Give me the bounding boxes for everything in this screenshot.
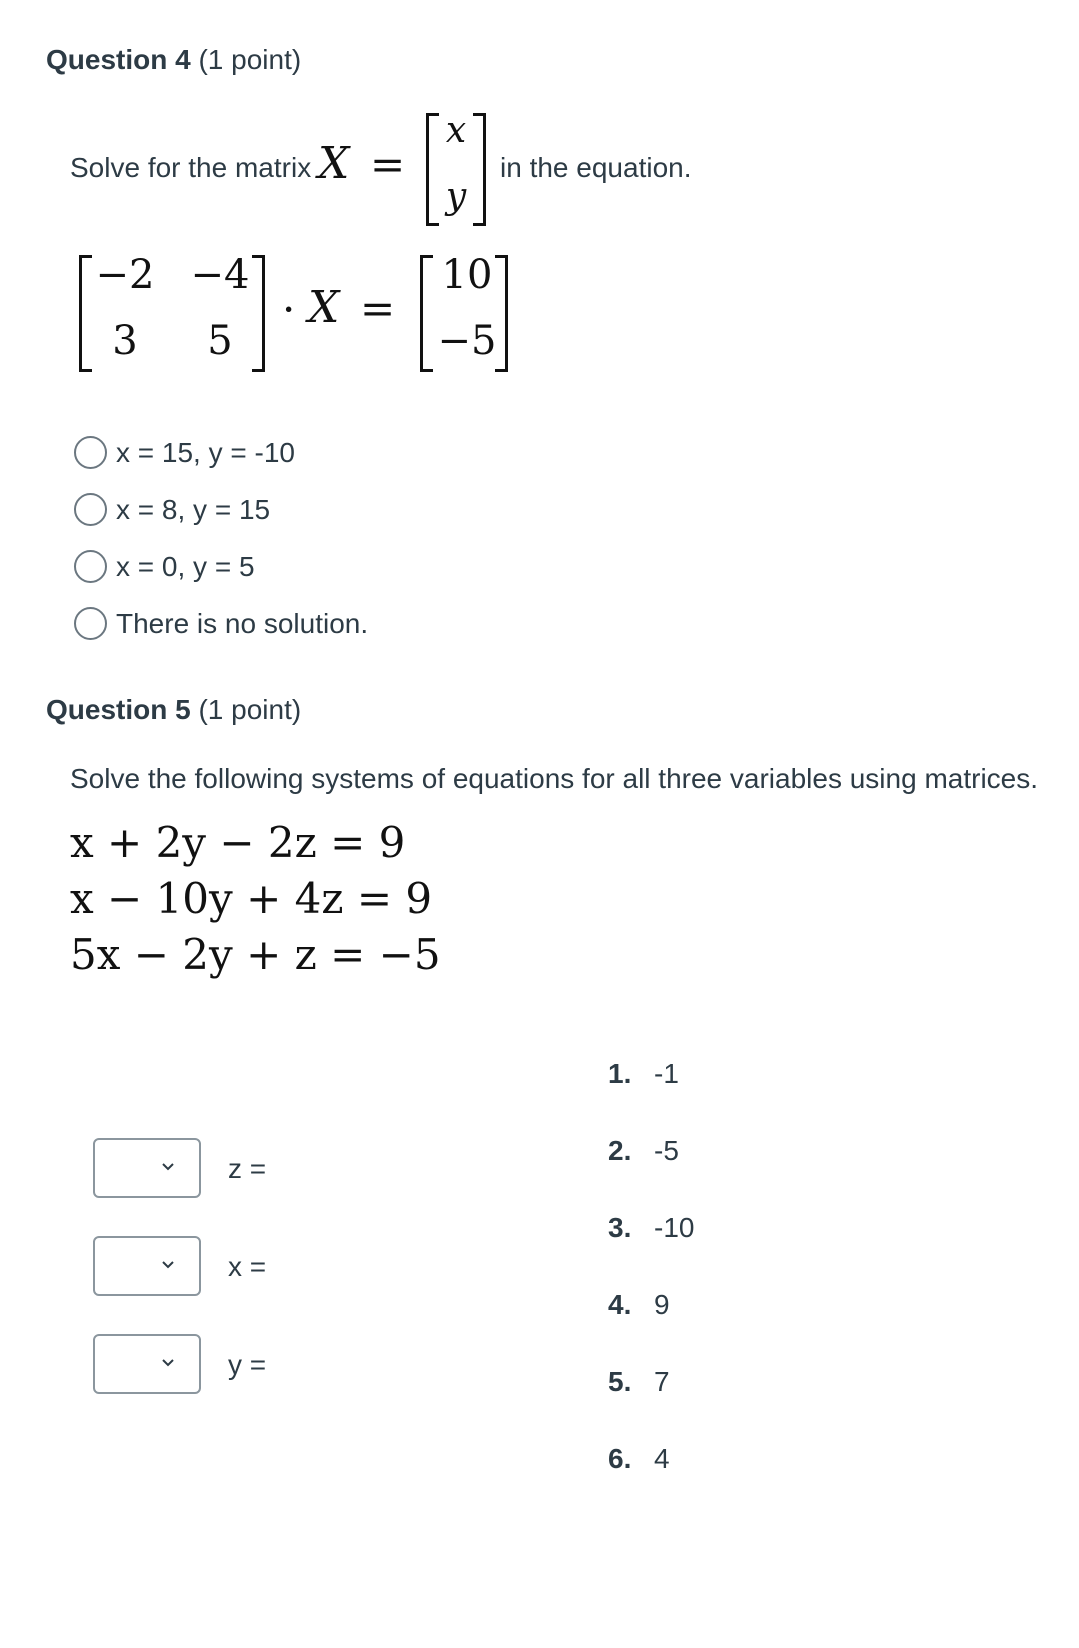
question-5-points: (1 point) — [198, 694, 302, 725]
answer-value: 7 — [654, 1366, 670, 1397]
chevron-down-icon — [159, 1158, 177, 1176]
answer-choice — [608, 1058, 679, 1090]
equation-2: x − 10y + 4z = 9 — [70, 874, 433, 923]
answer-choice — [608, 1135, 679, 1167]
matrix-cell: −5 — [437, 318, 497, 364]
equation-1: x + 2y − 2z = 9 — [70, 818, 406, 867]
equals-sign: = — [360, 284, 396, 333]
answer-value: -5 — [654, 1135, 679, 1166]
right-bracket — [495, 255, 508, 372]
question-4-prompt-suffix: in the equation. — [500, 152, 692, 183]
answer-number: 5. — [608, 1366, 632, 1397]
question-5-title: Question 5 — [46, 694, 191, 725]
right-bracket — [473, 113, 486, 226]
vector-y: y — [445, 176, 467, 217]
answer-value: 4 — [654, 1443, 670, 1474]
radio-option-3[interactable] — [74, 550, 107, 583]
equals-sign: = — [370, 140, 406, 189]
chevron-down-icon — [159, 1354, 177, 1372]
question-4-title: Question 4 — [46, 44, 191, 75]
label-y: y = — [228, 1349, 267, 1380]
answer-value: -1 — [654, 1058, 679, 1089]
dropdown-y[interactable] — [93, 1334, 201, 1394]
dropdown-z[interactable] — [93, 1138, 201, 1198]
option-2-label[interactable]: x = 8, y = 15 — [116, 494, 271, 525]
right-bracket — [252, 255, 265, 372]
answer-choice — [608, 1443, 670, 1475]
equation-3: 5x − 2y + z = −5 — [70, 930, 441, 979]
chevron-down-icon — [159, 1256, 177, 1274]
vector-x: x — [445, 110, 467, 151]
answer-number: 2. — [608, 1135, 632, 1166]
question-4-prompt-prefix: Solve for the matrix — [70, 152, 312, 183]
matrix-variable: X — [308, 282, 340, 333]
label-z: z = — [228, 1153, 267, 1184]
answer-choice — [608, 1289, 670, 1321]
answer-number: 4. — [608, 1289, 632, 1320]
matrix-cell: −2 — [95, 252, 155, 298]
answer-choice — [608, 1366, 670, 1398]
dropdown-x[interactable] — [93, 1236, 201, 1296]
matrix-cell: 3 — [112, 318, 138, 364]
matrix-cell: 5 — [207, 318, 233, 364]
question-5-header — [46, 694, 301, 726]
option-4-label[interactable]: There is no solution. — [116, 608, 369, 639]
radio-option-2[interactable] — [74, 493, 107, 526]
answer-value: -10 — [654, 1212, 695, 1243]
answer-choice — [608, 1212, 694, 1244]
answer-number: 1. — [608, 1058, 632, 1089]
matrix-cell: 10 — [441, 252, 493, 298]
answer-number: 3. — [608, 1212, 632, 1243]
radio-option-4[interactable] — [74, 607, 107, 640]
matrix-variable: X — [318, 138, 350, 189]
option-1-label[interactable]: x = 15, y = -10 — [116, 437, 295, 468]
question-4-header — [46, 44, 301, 76]
question-5-prompt: Solve the following systems of equations for all three variables using matrices. — [70, 763, 1039, 794]
left-bracket — [426, 113, 439, 226]
answer-number: 6. — [608, 1443, 632, 1474]
matrix-cell: −4 — [190, 252, 250, 298]
option-3-label[interactable]: x = 0, y = 5 — [116, 551, 255, 582]
left-bracket — [79, 255, 92, 372]
question-4-points: (1 point) — [198, 44, 302, 75]
radio-option-1[interactable] — [74, 436, 107, 469]
label-x: x = — [228, 1251, 267, 1282]
answer-value: 9 — [654, 1289, 670, 1320]
dot-operator: · — [282, 285, 296, 334]
